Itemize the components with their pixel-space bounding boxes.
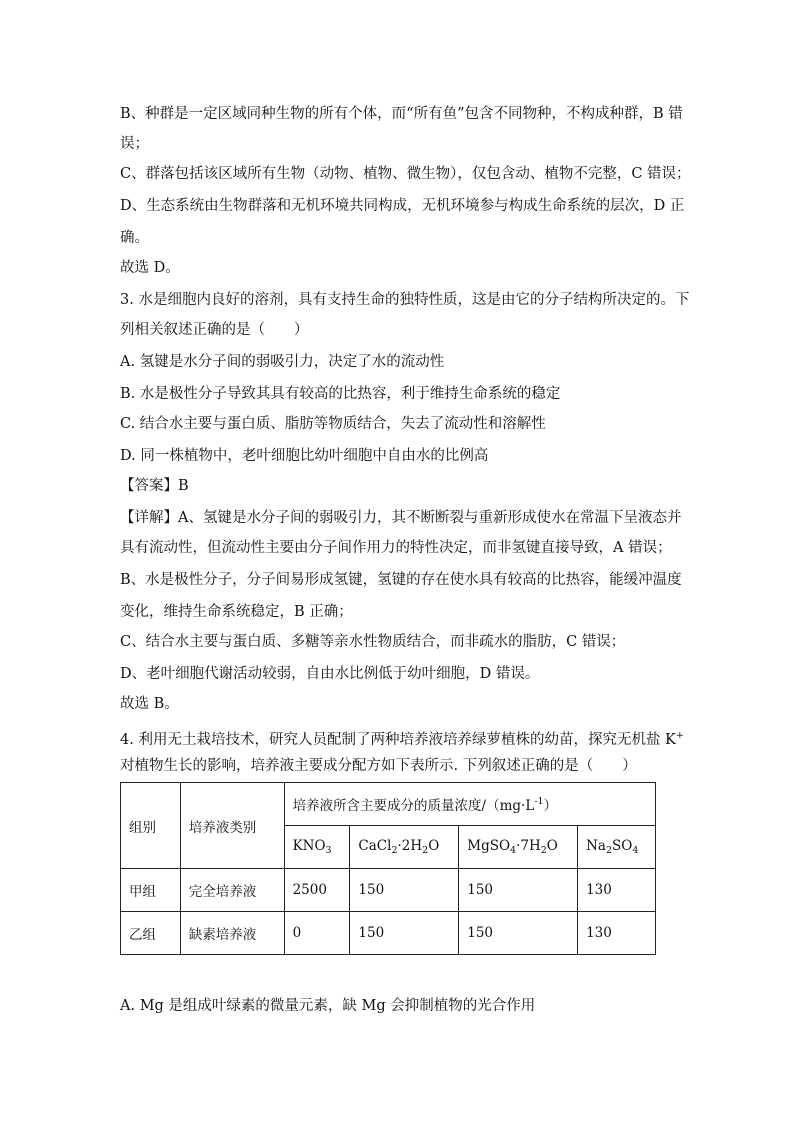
nutrient-table bbox=[120, 782, 656, 955]
subscript: 4 bbox=[510, 845, 517, 856]
text-line: 故选 B。 bbox=[120, 696, 179, 712]
text-line: 误； bbox=[120, 136, 149, 152]
header-concentration-text: 培养液所含主要成分的质量浓度/（mg·L bbox=[292, 798, 535, 814]
explanation: 变化，维持生命系统稳定，B 正确； bbox=[120, 604, 353, 620]
cell-value: 150 bbox=[459, 912, 578, 955]
question-4-stem bbox=[120, 726, 684, 750]
question-4-stem: 对植物生长的影响，培养液主要成分配方如下表所示. 下列叙述正确的是（ ） bbox=[120, 758, 637, 774]
formula-part: MgSO bbox=[467, 838, 511, 854]
header-mgso4 bbox=[459, 826, 578, 869]
subscript: 2 bbox=[605, 845, 613, 856]
cell-group: 甲组 bbox=[121, 869, 181, 912]
header-na2so4 bbox=[578, 826, 656, 869]
header-cacl2 bbox=[350, 826, 459, 869]
option-a: A. 氢键是水分子间的弱吸引力，决定了水的流动性 bbox=[120, 354, 445, 370]
answer-label: 【答案】B bbox=[120, 478, 189, 494]
table-row bbox=[121, 869, 656, 912]
superscript: -1 bbox=[534, 796, 544, 807]
cell-value: 150 bbox=[350, 869, 459, 912]
explanation: 【详解】A、氢键是水分子间的弱吸引力，其不断断裂与重新形成使水在常温下呈液态并 bbox=[120, 510, 682, 526]
text-line: 确。 bbox=[120, 230, 149, 246]
text-line: 故选 D。 bbox=[120, 260, 180, 276]
question-4-text: 4. 利用无土栽培技术，研究人员配制了两种培养液培养绿萝植株的幼苗，探究无机盐 K bbox=[120, 732, 676, 748]
cell-value: 130 bbox=[578, 912, 656, 955]
option-d: D. 同一株植物中，老叶细胞比幼叶细胞中自由水的比例高 bbox=[120, 448, 489, 464]
subscript: 2 bbox=[391, 845, 398, 856]
formula-part: O bbox=[428, 838, 440, 854]
header-concentration bbox=[284, 783, 655, 826]
explanation: C、结合水主要与蛋白质、多糖等亲水性物质结合，而非疏水的脂肪，C 错误； bbox=[120, 634, 626, 650]
formula-part: SO bbox=[612, 838, 633, 854]
subscript: 2 bbox=[540, 845, 547, 856]
cell-value: 150 bbox=[459, 869, 578, 912]
question-3-stem: 列相关叙述正确的是（ ） bbox=[120, 322, 309, 338]
cell-value: 0 bbox=[284, 912, 350, 955]
header-kno3 bbox=[284, 826, 350, 869]
formula-part: CaCl bbox=[358, 838, 392, 854]
text-line: B、种群是一定区域同种生物的所有个体，而“所有鱼”包含不同物种，不构成种群，B 错 bbox=[120, 106, 683, 122]
cell-type: 缺素培养液 bbox=[180, 912, 284, 955]
cell-value: 150 bbox=[350, 912, 459, 955]
explanation: D、老叶细胞代谢活动较弱，自由水比例低于幼叶细胞，D 错误。 bbox=[120, 666, 540, 682]
option-c: C. 结合水主要与蛋白质、脂肪等物质结合，失去了流动性和溶解性 bbox=[120, 416, 546, 432]
cell-value: 130 bbox=[578, 869, 656, 912]
formula-part: ·7H bbox=[516, 838, 541, 854]
header-concentration-end: ） bbox=[543, 798, 558, 814]
cell-value: 2500 bbox=[284, 869, 350, 912]
explanation: 具有流动性，但流动性主要由分子间作用力的特性决定，而非氢键直接导致，A 错误； bbox=[120, 540, 672, 556]
formula-part: O bbox=[546, 838, 558, 854]
formula-part: KNO bbox=[292, 838, 326, 854]
subscript: 3 bbox=[325, 845, 332, 856]
text-line: D、生态系统由生物群落和无机环境共同构成，无机环境参与构成生命系统的层次，D 正 bbox=[120, 198, 685, 214]
superscript: + bbox=[675, 730, 684, 741]
question-3-stem: 3. 水是细胞内良好的溶剂，具有支持生命的独特性质，这是由它的分子结构所决定的。下 bbox=[120, 292, 690, 308]
header-group: 组别 bbox=[121, 783, 181, 869]
option-a: A. Mg 是组成叶绿素的微量元素，缺 Mg 会抑制植物的光合作用 bbox=[120, 998, 536, 1014]
option-b: B. 水是极性分子导致其具有较高的比热容，利于维持生命系统的稳定 bbox=[120, 386, 561, 402]
formula-part: Na bbox=[586, 838, 606, 854]
subscript: 4 bbox=[632, 845, 639, 856]
subscript: 2 bbox=[422, 845, 429, 856]
table-row bbox=[121, 912, 656, 955]
text-line: C、群落包括该区域所有生物（动物、植物、微生物），仅包含动、植物不完整，C 错误； bbox=[120, 166, 691, 182]
explanation: B、水是极性分子，分子间易形成氢键，氢键的存在使水具有较高的比热容，能缓冲温度 bbox=[120, 572, 682, 588]
formula-part: ·2H bbox=[397, 838, 423, 854]
cell-type: 完全培养液 bbox=[180, 869, 284, 912]
header-type: 培养液类别 bbox=[180, 783, 284, 869]
cell-group: 乙组 bbox=[121, 912, 181, 955]
